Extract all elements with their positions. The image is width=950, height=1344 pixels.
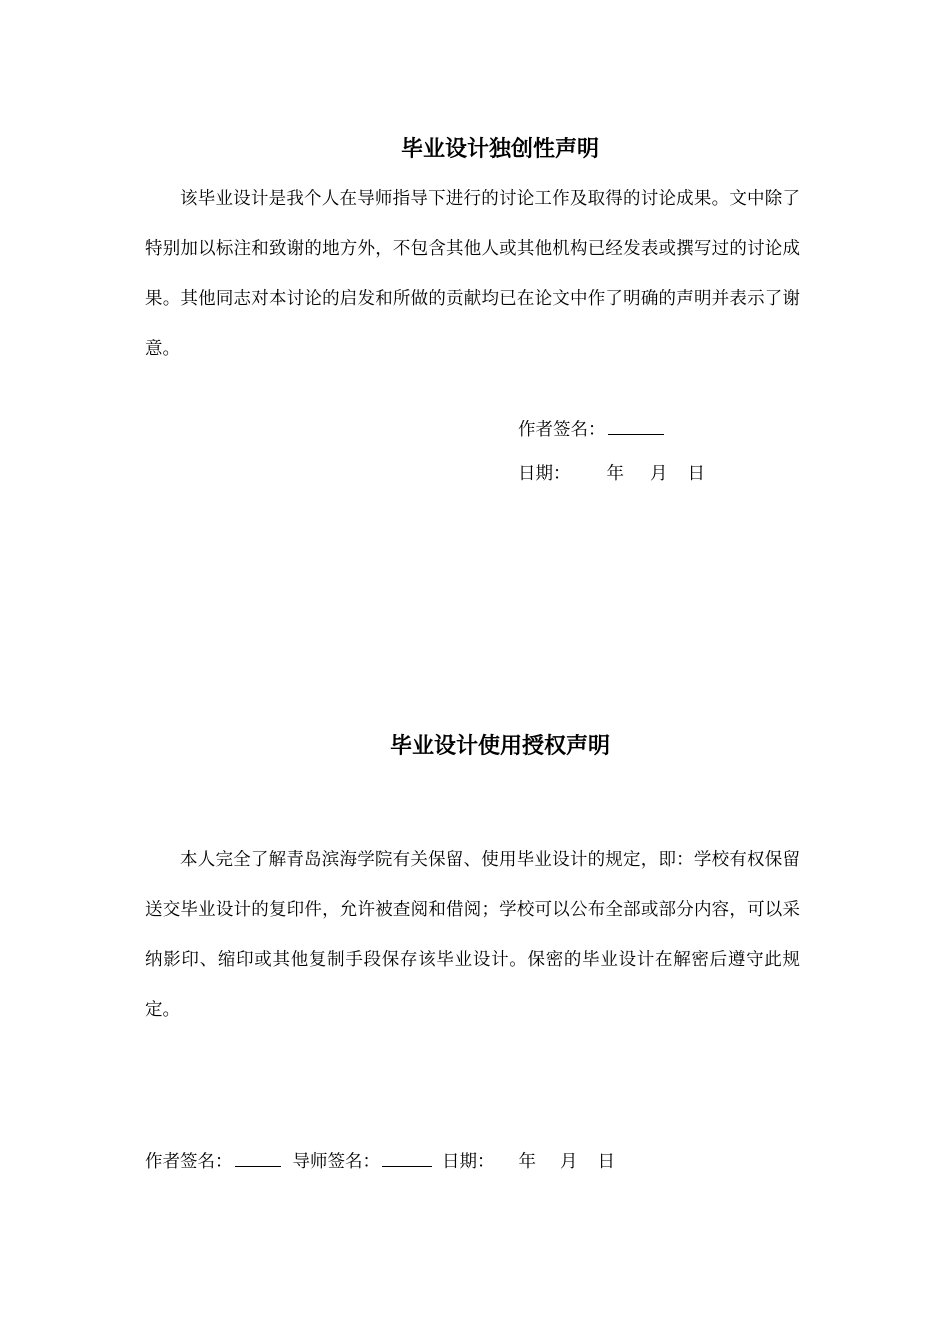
day-label: 日	[597, 1152, 615, 1172]
advisor-signature-blank	[382, 1148, 432, 1167]
originality-body: 该毕业设计是我个人在导师指导下进行的讨论工作及取得的讨论成果。文中除了特别加以标注和致谢的地方外，不包含其他人或其他机构已经发表或撰写过的讨论成果。其他同志对本讨论的启发和所做的贡献均已在论文中作了明确的声明并表示了谢意。	[145, 189, 800, 359]
date-label: 日期：	[518, 464, 571, 484]
author-signature-label: 作者签名：	[145, 1152, 233, 1172]
signature-label: 作者签名：	[518, 420, 606, 440]
authorization-title: 毕业设计使用授权声明	[389, 734, 610, 759]
advisor-signature-label: 导师签名：	[292, 1152, 380, 1172]
month-label: 月	[650, 464, 668, 484]
authorization-body: 本人完全了解青岛滨海学院有关保留、使用毕业设计的规定，即：学校有权保留送交毕业设计的复印件，允许被查阅和借阅；学校可以公布全部或部分内容，可以采纳影印、缩印或其他复制手段保存该毕业设计。保密的毕业设计在解密后遵守此规定。	[145, 850, 800, 1020]
date-label: 日期：	[442, 1152, 495, 1172]
authorization-signature-line	[145, 1148, 615, 1174]
day-label: 日	[687, 464, 705, 484]
originality-signature-line	[518, 416, 664, 442]
originality-title: 毕业设计独创性声明	[400, 137, 599, 162]
month-label: 月	[560, 1152, 578, 1172]
signature-blank	[608, 416, 664, 435]
author-signature-blank	[235, 1148, 281, 1167]
originality-date-line	[518, 462, 705, 486]
year-label: 年	[606, 464, 624, 484]
year-label: 年	[518, 1152, 536, 1172]
